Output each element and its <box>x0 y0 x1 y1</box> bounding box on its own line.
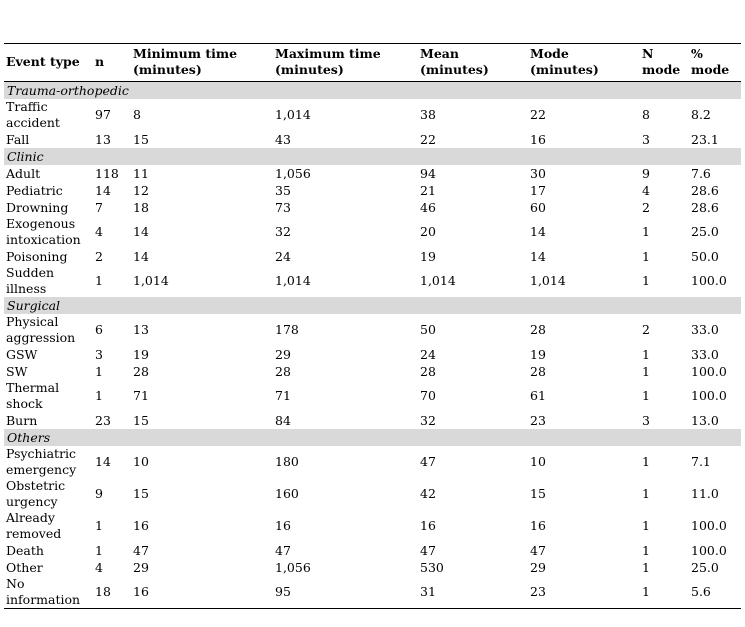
header-n: n <box>95 54 105 69</box>
minimum-time-cell: 28 <box>133 363 149 379</box>
maximum-time-cell: 95 <box>273 576 418 609</box>
minimum-time-cell: 16 <box>133 518 149 533</box>
maximum-time-cell: 73 <box>275 199 291 215</box>
percent-mode-cell: 28.6 <box>691 182 719 198</box>
table-row <box>4 248 741 265</box>
n-cell: 4 <box>95 224 103 239</box>
header-percent-mode: % mode <box>691 46 730 77</box>
table-row <box>4 131 741 148</box>
maximum-time-cell: 28 <box>275 363 291 379</box>
n-cell: 97 <box>95 107 111 122</box>
minimum-time-cell: 1,014 <box>133 273 169 288</box>
section-title: Trauma-orthopedic <box>4 82 741 100</box>
percent-mode-cell: 28.6 <box>691 199 719 215</box>
mean-cell: 1,014 <box>420 273 456 288</box>
percent-mode-cell: 7.6 <box>691 165 711 181</box>
minimum-time-cell: 14 <box>133 248 149 264</box>
n-mode-cell: 1 <box>640 576 689 609</box>
maximum-time-cell: 16 <box>275 518 291 533</box>
n-mode-cell: 1 <box>642 486 650 501</box>
response-time-table <box>4 43 741 609</box>
event-type-cell: Death <box>6 542 44 558</box>
n-cell: 2 <box>95 248 103 264</box>
n-cell: 18 <box>93 576 131 609</box>
maximum-time-cell: 43 <box>275 131 291 147</box>
header-event-type: Event type <box>6 54 80 69</box>
minimum-time-cell: 47 <box>133 542 149 558</box>
n-cell: 1 <box>95 518 103 533</box>
minimum-time-cell: 13 <box>133 322 149 337</box>
percent-mode-cell: 100.0 <box>691 542 727 558</box>
n-mode-cell: 1 <box>642 273 650 288</box>
mean-cell: 47 <box>420 542 436 558</box>
table-row <box>4 559 741 576</box>
mean-cell: 50 <box>420 322 436 337</box>
n-cell: 1 <box>95 542 103 558</box>
percent-mode-cell: 100.0 <box>691 363 727 379</box>
percent-mode-cell: 33.0 <box>691 346 719 362</box>
event-type-cell: Exogenous intoxication <box>6 216 81 247</box>
minimum-time-cell: 14 <box>133 224 149 239</box>
table-row <box>4 478 741 510</box>
table-row <box>4 182 741 199</box>
percent-mode-cell: 50.0 <box>691 248 719 264</box>
maximum-time-cell: 180 <box>275 454 299 469</box>
event-type-cell: Pediatric <box>6 182 63 198</box>
percent-mode-cell: 25.0 <box>691 559 719 575</box>
percent-mode-cell: 13.0 <box>691 412 719 428</box>
n-mode-cell: 2 <box>642 199 650 215</box>
table-row <box>4 542 741 559</box>
minimum-time-cell: 12 <box>133 182 149 198</box>
event-type-cell: Psychiatric emergency <box>6 446 77 477</box>
mean-cell: 20 <box>420 224 436 239</box>
mode-cell: 16 <box>530 131 546 147</box>
table-body <box>4 82 741 609</box>
minimum-time-cell: 11 <box>133 165 149 181</box>
maximum-time-cell: 1,014 <box>275 107 311 122</box>
event-type-cell: Traffic accident <box>6 99 60 130</box>
event-type-cell: Other <box>6 559 43 575</box>
mean-cell: 19 <box>420 248 436 264</box>
maximum-time-cell: 1,056 <box>275 559 311 575</box>
mean-cell: 530 <box>420 559 444 575</box>
mean-cell: 38 <box>420 107 436 122</box>
table-row <box>4 314 741 346</box>
section-row <box>4 297 741 314</box>
mode-cell: 28 <box>530 363 546 379</box>
n-cell: 13 <box>95 131 111 147</box>
mode-cell: 60 <box>530 199 546 215</box>
percent-mode-cell: 25.0 <box>691 224 719 239</box>
percent-mode-cell: 5.6 <box>689 576 741 609</box>
header-minimum-time: Minimum time (minutes) <box>133 46 238 77</box>
n-cell: 14 <box>95 454 111 469</box>
mean-cell: 94 <box>420 165 436 181</box>
mean-cell: 47 <box>420 454 436 469</box>
mean-cell: 16 <box>420 518 436 533</box>
header-mode: Mode (minutes) <box>530 46 599 77</box>
event-type-cell: GSW <box>6 346 38 362</box>
n-mode-cell: 1 <box>642 518 650 533</box>
table-row <box>4 199 741 216</box>
table-row <box>4 510 741 542</box>
mode-cell: 14 <box>530 224 546 239</box>
minimum-time-cell: 10 <box>133 454 149 469</box>
event-type-cell: No information <box>4 576 93 609</box>
mean-cell: 21 <box>420 182 436 198</box>
header-mean: Mean (minutes) <box>420 46 489 77</box>
table-row <box>4 346 741 363</box>
table-row <box>4 363 741 380</box>
mode-cell: 22 <box>530 107 546 122</box>
event-type-cell: Sudden illness <box>6 265 55 296</box>
header-maximum-time: Maximum time (minutes) <box>275 46 381 77</box>
percent-mode-cell: 11.0 <box>691 486 719 501</box>
event-type-cell: Obstetric urgency <box>6 478 66 509</box>
minimum-time-cell: 19 <box>133 346 149 362</box>
event-type-cell: Fall <box>6 131 30 147</box>
maximum-time-cell: 84 <box>275 412 291 428</box>
mode-cell: 19 <box>530 346 546 362</box>
n-mode-cell: 1 <box>642 454 650 469</box>
mean-cell: 22 <box>420 131 436 147</box>
minimum-time-cell: 8 <box>133 107 141 122</box>
mode-cell: 47 <box>530 542 546 558</box>
percent-mode-cell: 100.0 <box>691 388 727 403</box>
maximum-time-cell: 32 <box>275 224 291 239</box>
n-mode-cell: 3 <box>642 131 650 147</box>
mean-cell: 24 <box>420 346 436 362</box>
event-type-cell: Drowning <box>6 199 69 215</box>
minimum-time-cell: 15 <box>133 486 149 501</box>
n-mode-cell: 1 <box>642 363 650 379</box>
mean-cell: 46 <box>420 199 436 215</box>
n-cell: 4 <box>95 559 103 575</box>
event-type-cell: Poisoning <box>6 248 68 264</box>
mean-cell: 42 <box>420 486 436 501</box>
section-row <box>4 429 741 446</box>
event-type-cell: Already removed <box>6 510 62 541</box>
maximum-time-cell: 24 <box>275 248 291 264</box>
mode-cell: 28 <box>530 322 546 337</box>
n-cell: 1 <box>95 388 103 403</box>
table-header <box>4 44 741 82</box>
table-row <box>4 216 741 248</box>
mode-cell: 14 <box>530 248 546 264</box>
n-cell: 7 <box>95 199 103 215</box>
n-mode-cell: 1 <box>642 224 650 239</box>
section-row <box>4 82 741 100</box>
response-time-table-container <box>4 43 741 609</box>
mode-cell: 30 <box>530 165 546 181</box>
section-title: Others <box>4 429 741 446</box>
percent-mode-cell: 33.0 <box>691 322 719 337</box>
mean-cell: 32 <box>420 412 436 428</box>
event-type-cell: Adult <box>6 165 41 181</box>
mean-cell: 31 <box>418 576 528 609</box>
mean-cell: 70 <box>420 388 436 403</box>
minimum-time-cell: 15 <box>133 131 149 147</box>
mode-cell: 23 <box>530 412 546 428</box>
event-type-cell: Burn <box>6 412 38 428</box>
n-mode-cell: 1 <box>642 559 650 575</box>
n-mode-cell: 8 <box>642 107 650 122</box>
n-mode-cell: 3 <box>642 412 650 428</box>
section-row <box>4 148 741 165</box>
n-mode-cell: 1 <box>642 248 650 264</box>
n-mode-cell: 2 <box>642 322 650 337</box>
n-mode-cell: 4 <box>642 182 650 198</box>
minimum-time-cell: 16 <box>131 576 273 609</box>
n-cell: 118 <box>95 165 119 181</box>
section-title: Clinic <box>4 148 741 165</box>
n-cell: 23 <box>95 412 111 428</box>
table-row <box>4 446 741 478</box>
n-mode-cell: 1 <box>642 542 650 558</box>
table-row <box>4 99 741 131</box>
minimum-time-cell: 29 <box>133 559 149 575</box>
maximum-time-cell: 35 <box>275 182 291 198</box>
percent-mode-cell: 100.0 <box>691 273 727 288</box>
table-row <box>4 265 741 297</box>
section-title: Surgical <box>4 297 741 314</box>
mode-cell: 1,014 <box>530 273 566 288</box>
mode-cell: 16 <box>530 518 546 533</box>
percent-mode-cell: 8.2 <box>691 107 711 122</box>
maximum-time-cell: 1,056 <box>275 165 311 181</box>
n-mode-cell: 1 <box>642 388 650 403</box>
maximum-time-cell: 29 <box>275 346 291 362</box>
n-cell: 9 <box>95 486 103 501</box>
event-type-cell: Physical aggression <box>6 314 76 345</box>
n-cell: 1 <box>95 273 103 288</box>
mode-cell: 61 <box>530 388 546 403</box>
n-mode-cell: 9 <box>642 165 650 181</box>
mode-cell: 17 <box>530 182 546 198</box>
minimum-time-cell: 15 <box>133 412 149 428</box>
percent-mode-cell: 7.1 <box>691 454 711 469</box>
maximum-time-cell: 47 <box>275 542 291 558</box>
n-cell: 1 <box>95 363 103 379</box>
mean-cell: 28 <box>420 363 436 379</box>
mode-cell: 29 <box>530 559 546 575</box>
mode-cell: 23 <box>528 576 640 609</box>
maximum-time-cell: 178 <box>275 322 299 337</box>
mode-cell: 10 <box>530 454 546 469</box>
n-cell: 14 <box>95 182 111 198</box>
event-type-cell: SW <box>6 363 28 379</box>
header-row <box>4 44 741 82</box>
table-row <box>4 380 741 412</box>
maximum-time-cell: 160 <box>275 486 299 501</box>
mode-cell: 15 <box>530 486 546 501</box>
event-type-cell: Thermal shock <box>6 380 60 411</box>
table-row <box>4 165 741 182</box>
minimum-time-cell: 71 <box>133 388 149 403</box>
n-cell: 6 <box>95 322 103 337</box>
table-row <box>4 576 741 609</box>
maximum-time-cell: 1,014 <box>275 273 311 288</box>
n-mode-cell: 1 <box>642 346 650 362</box>
percent-mode-cell: 100.0 <box>691 518 727 533</box>
header-n-mode: N mode <box>642 46 681 77</box>
percent-mode-cell: 23.1 <box>691 131 719 147</box>
table-row <box>4 412 741 429</box>
minimum-time-cell: 18 <box>133 199 149 215</box>
maximum-time-cell: 71 <box>275 388 291 403</box>
n-cell: 3 <box>95 346 103 362</box>
